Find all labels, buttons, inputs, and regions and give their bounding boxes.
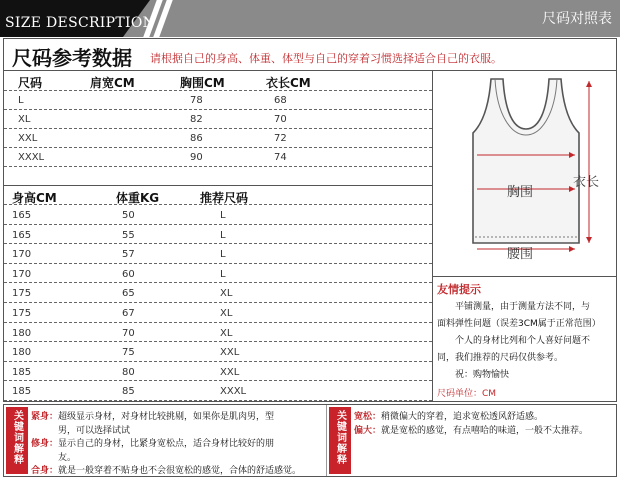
table-cell: 180 (12, 327, 32, 339)
length-col-header: 衣长CM (266, 76, 311, 90)
page-subtitle: 请根据自己的身高、体重、体型与自己的穿着习惯选择适合自己的衣服。 (150, 52, 502, 65)
table-cell: 185 (12, 366, 32, 378)
table-cell: 80 (122, 366, 135, 378)
header-bar (0, 0, 620, 37)
table-cell: 86 (190, 133, 203, 144)
keyword-line (31, 436, 274, 449)
table-cell: 72 (274, 133, 287, 144)
keyword-line (31, 463, 301, 476)
tips-line: 同，我们推荐的尺码仅供参考。 (437, 353, 564, 363)
table-cell: 165 (12, 229, 32, 241)
page-title: 尺码参考数据 (12, 46, 132, 70)
table-cell: 57 (122, 249, 135, 261)
table-cell: 180 (12, 347, 32, 359)
table-cell: 70 (274, 114, 287, 125)
header-title-cn: 尺码对照表 (542, 11, 612, 27)
keyword-term: 修身： (31, 439, 59, 449)
tips-line: 面料弹性问题（误差3CM属于正常范围） (437, 319, 601, 329)
height-col-header: 身高CM (12, 191, 57, 205)
table-row (4, 244, 432, 264)
table-cell: 170 (12, 249, 32, 261)
table-cell: 65 (122, 288, 135, 300)
table-cell: 70 (122, 327, 135, 339)
keyword-line (354, 423, 588, 436)
tips-title: 友情提示 (437, 283, 481, 296)
table-cell: XL (220, 308, 233, 319)
table-row (4, 264, 432, 284)
table-cell: XXXL (18, 152, 45, 163)
keyword-term: 偏大： (354, 425, 382, 436)
table-cell: XXL (220, 347, 240, 359)
table-cell: 175 (12, 288, 32, 300)
waist-label: 腰围 (507, 247, 534, 262)
table-cell: 75 (122, 347, 135, 359)
table-cell: 170 (12, 268, 32, 280)
keyword-line (58, 450, 76, 463)
table-cell: 68 (274, 95, 287, 106)
size-chart-frame (3, 38, 617, 402)
table-cell: 165 (12, 210, 32, 221)
table-row (4, 323, 432, 343)
tips-line: 个人的身材比列和个人喜好问题不 (455, 336, 591, 346)
header-title-en: SIZE DESCRIPTION (5, 15, 156, 31)
tips-box (433, 277, 616, 402)
table-cell: L (220, 229, 226, 241)
length-label: 衣长 (573, 175, 600, 190)
table-cell: XL (220, 288, 233, 300)
chest-label: 胸围 (507, 185, 534, 200)
size-table-header (4, 71, 432, 91)
keyword-definition: 超级显示身材，对身材比较挑剔，如果你是肌肉男，型 (58, 412, 275, 422)
table-row (4, 362, 432, 382)
keyword-definition: 就是一般穿着不贴身也不会很宽松的感觉，合体的舒适感觉。 (58, 466, 302, 476)
table-row (4, 91, 432, 110)
keyword-badge-text: 关键词解释 (11, 410, 23, 465)
table-row (4, 225, 432, 245)
table-cell: 60 (122, 268, 135, 280)
tank-top-diagram (433, 71, 616, 277)
table-cell: 85 (122, 386, 135, 398)
table-row (4, 283, 432, 303)
keyword-line (58, 423, 130, 436)
table-cell: 74 (274, 152, 287, 163)
table-cell: 90 (190, 152, 203, 163)
keyword-term: 宽松： (354, 412, 382, 422)
keyword-line (354, 409, 543, 422)
table-cell: L (18, 95, 24, 106)
keyword-definition: 显示自己的身材，比紧身宽松点，适合身材比较好的朋 (58, 439, 275, 449)
table-cell: L (220, 249, 226, 261)
shoulder-col-header: 肩宽CM (90, 76, 135, 90)
table-row (4, 129, 432, 148)
table-cell: 78 (190, 95, 203, 106)
size-unit: 尺码单位：CM (437, 389, 497, 399)
keyword-badge-text: 关键词解释 (334, 410, 346, 465)
table-cell: 67 (122, 308, 135, 319)
keyword-term: 紧身： (31, 412, 59, 422)
table-cell: XL (18, 114, 31, 125)
tips-line: 平铺测量，由于测量方法不同，与 (455, 302, 591, 312)
table-cell: 185 (12, 386, 32, 398)
size-col-header: 尺码 (18, 76, 43, 90)
table-cell: 175 (12, 308, 32, 319)
recommend-table-header (4, 185, 432, 205)
table-row (4, 381, 432, 401)
table-cell: XXXL (220, 386, 247, 398)
keyword-line (31, 409, 274, 422)
tips-line: 祝：购物愉快 (455, 370, 510, 380)
keyword-badge-right (329, 407, 351, 474)
recommend-col-header: 推荐尺码 (200, 191, 249, 205)
keyword-glossary (3, 404, 617, 477)
table-row (4, 148, 432, 167)
table-cell: XXL (18, 133, 38, 144)
title-box (4, 39, 616, 71)
table-cell: 50 (122, 210, 135, 221)
footer-divider (326, 405, 327, 476)
keyword-term: 合身： (31, 466, 59, 476)
table-cell: XXL (220, 366, 240, 378)
table-cell: L (220, 210, 226, 221)
keyword-definition: 稍微偏大的穿着，追求宽松透风舒适感。 (381, 412, 544, 422)
table-cell: 82 (190, 114, 203, 125)
table-row (4, 342, 432, 362)
keyword-badge-left (6, 407, 28, 474)
table-row (4, 110, 432, 129)
weight-col-header: 体重KG (116, 191, 160, 205)
table-row (4, 303, 432, 323)
table-cell: L (220, 268, 226, 280)
chest-col-header: 胸围CM (180, 76, 225, 90)
table-row (4, 205, 432, 225)
keyword-definition: 就是宽松的感觉，有点嘻哈的味道，一般不太推荐。 (381, 425, 589, 436)
table-cell: XL (220, 327, 233, 339)
table-cell: 55 (122, 229, 135, 241)
keyword-definition: 男，可以选择试试 (58, 425, 131, 436)
keyword-definition: 友。 (58, 452, 77, 463)
